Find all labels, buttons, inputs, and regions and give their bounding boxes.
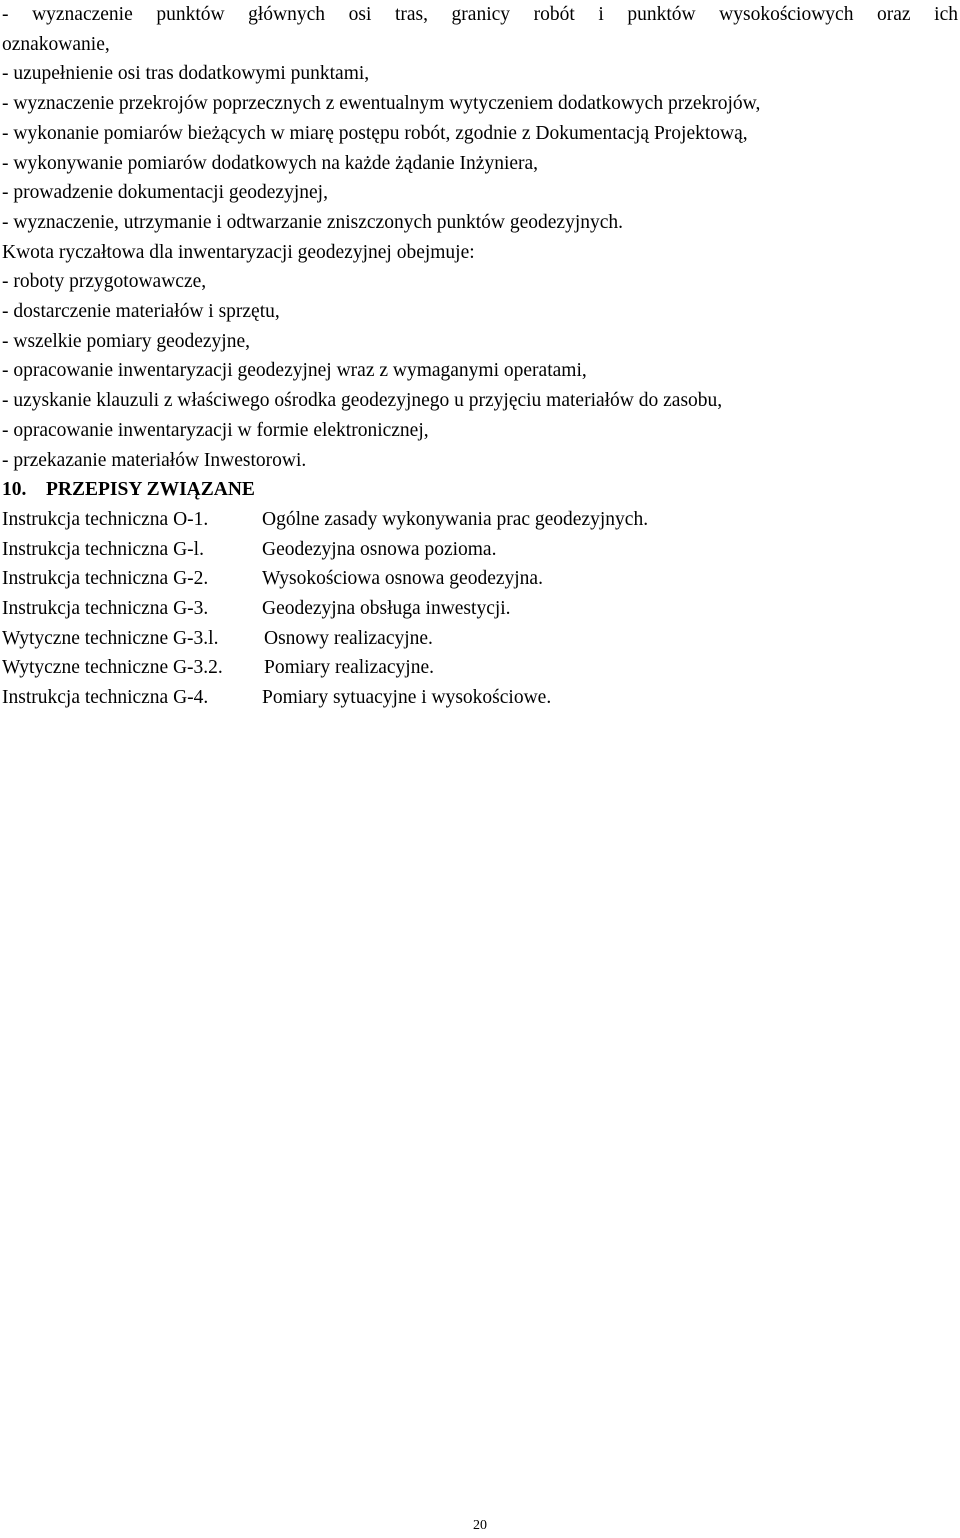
list-item: - wszelkie pomiary geodezyjne, <box>2 330 250 352</box>
reference-row <box>2 624 958 654</box>
reference-row <box>2 594 958 624</box>
reference-code: Instrukcja techniczna G-3. <box>2 598 209 620</box>
section-title: PRZEPISY ZWIĄZANE <box>46 479 255 501</box>
list-item: - wykonywanie pomiarów dodatkowych na każde żądanie Inżyniera, <box>2 152 539 174</box>
reference-row <box>2 683 958 713</box>
list-item: - uzupełnienie osi tras dodatkowymi punktami, <box>2 63 370 85</box>
reference-row <box>2 505 958 535</box>
list-item: - prowadzenie dokumentacji geodezyjnej, <box>2 182 328 204</box>
reference-title: Pomiary realizacyjne. <box>264 657 435 679</box>
list-item: - opracowanie inwentaryzacji geodezyjnej wraz z wymaganymi operatami, <box>2 360 587 382</box>
list-item: - uzyskanie klauzuli z właściwego ośrodka geodezyjnego u przyjęciu materiałów do zasobu, <box>2 390 723 412</box>
document-body <box>2 0 958 713</box>
list-item: - wyznaczenie, utrzymanie i odtwarzanie zniszczonych punktów geodezyjnych. <box>2 211 624 233</box>
list-item: - roboty przygotowawcze, <box>2 271 207 293</box>
reference-title: Geodezyjna obsługa inwestycji. <box>262 598 511 620</box>
reference-title: Ogólne zasady wykonywania prac geodezyjnych. <box>262 508 649 530</box>
reference-row <box>2 653 958 683</box>
reference-title: Osnowy realizacyjne. <box>264 627 433 649</box>
reference-code: Wytyczne techniczne G-3.2. <box>2 657 223 679</box>
page-number: 20 <box>473 1518 487 1533</box>
list-item: - przekazanie materiałów Inwestorowi. <box>2 449 307 471</box>
section-number: 10. <box>2 479 27 501</box>
reference-title: Pomiary sytuacyjne i wysokościowe. <box>262 687 552 709</box>
reference-code: Instrukcja techniczna G-4. <box>2 687 209 709</box>
reference-code: Instrukcja techniczna G-l. <box>2 538 204 560</box>
reference-code: Wytyczne techniczne G-3.l. <box>2 627 219 649</box>
reference-row <box>2 535 958 565</box>
reference-title: Wysokościowa osnowa geodezyjna. <box>262 568 543 590</box>
reference-code: Instrukcja techniczna G-2. <box>2 568 209 590</box>
reference-title: Geodezyjna osnowa pozioma. <box>262 538 497 560</box>
list-item: - wykonanie pomiarów bieżących w miarę postępu robót, zgodnie z Dokumentacją Projektową, <box>2 122 748 144</box>
section-heading <box>2 475 958 505</box>
reference-row <box>2 564 958 594</box>
list-item: - dostarczenie materiałów i sprzętu, <box>2 301 280 323</box>
list-item: - opracowanie inwentaryzacji w formie elektronicznej, <box>2 419 429 441</box>
reference-code: Instrukcja techniczna O-1. <box>2 508 209 530</box>
list-item-continuation: oznakowanie, <box>2 33 110 55</box>
list-item: - wyznaczenie przekrojów poprzecznych z ewentualnym wytyczeniem dodatkowych przekrojów, <box>2 93 761 115</box>
paragraph-intro: Kwota ryczałtowa dla inwentaryzacji geodezyjnej obejmuje: <box>2 241 475 263</box>
list-item: - wyznaczenie punktów głównych osi tras, granicy robót i punktów wysokościowych oraz ich <box>2 4 958 25</box>
